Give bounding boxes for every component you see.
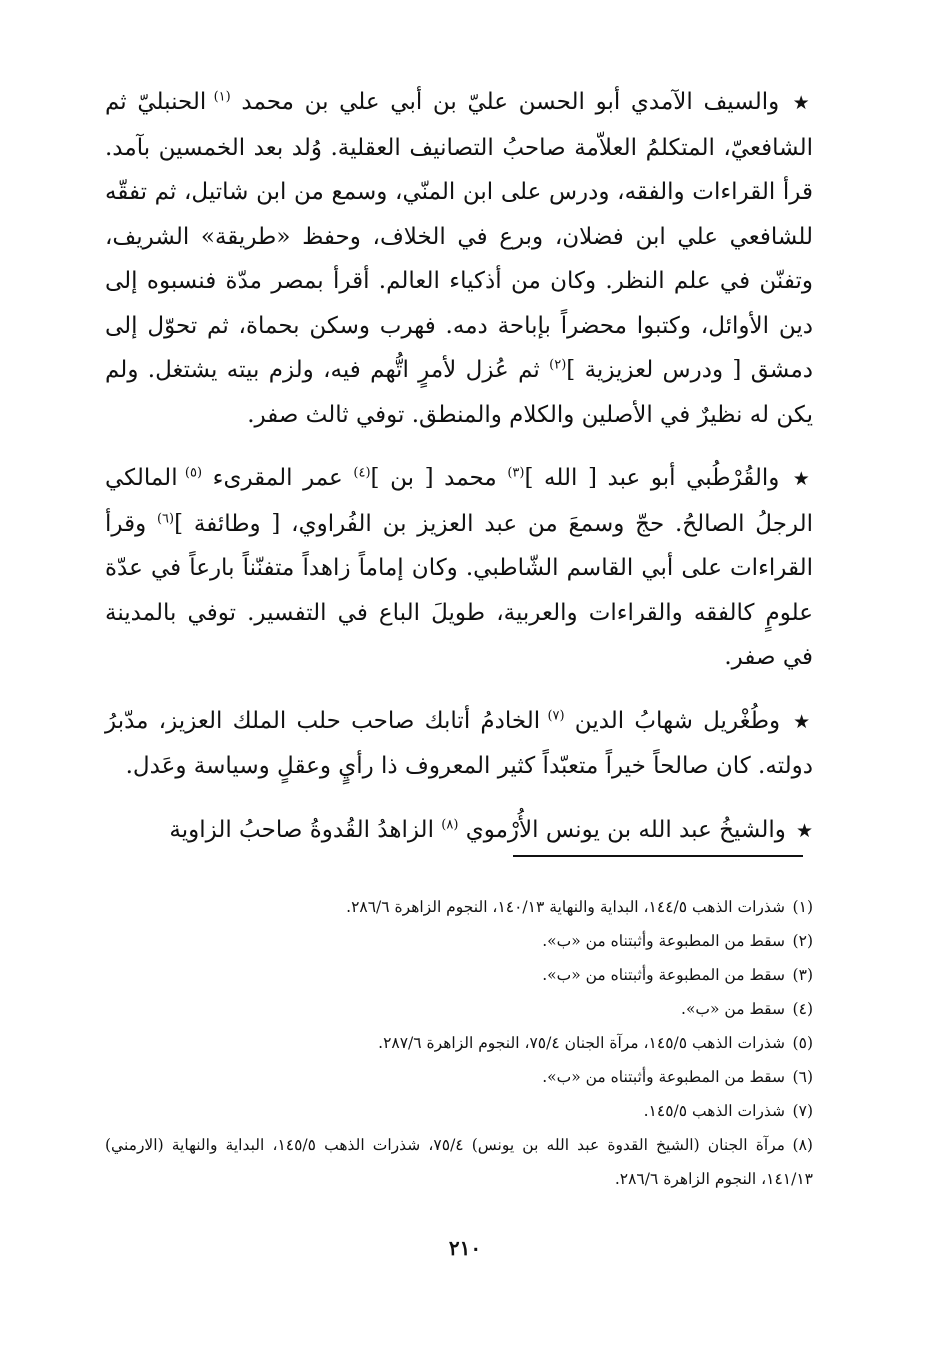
entry-paragraph — [105, 808, 813, 854]
footnote-text: سقط من المطبوعة وأثبتناه من «ب». — [542, 932, 785, 950]
footnote-ref: (٦) — [156, 510, 175, 526]
entry-text: الحنبليّ ثم الشافعيّ، المتكلمُ العلاّمة صاحبُ التصانيف العقلية. وُلد بعد الخمسين بآمد. قرأ القراءات والفقه، ودرس على ابن المنّي، وسمع من ابن شاتيل، ثم تفقّه للشافعي علي ابن فضلان، وبرع في الخلاف، وحفظ «طريقة» الشريف، وتفنّن في علم النظر. وكان من أذكياء العالم. أقرأ بمصر مدّة فنسبوه إلى دين الأوائل، وكتبوا محضراً بإباحة دمه. فهرب وسكن بحماة، ثم تحوّل إلى دمشق [ ودرس لعزيزية ] — [105, 89, 814, 383]
footnote-text: شذرات الذهب ١٤٥/٥. — [643, 1102, 785, 1120]
footnote-number: (١) — [792, 898, 813, 916]
entry-text: المالكي الرجلُ الصالحُ. حجّ وسمعَ من عبد العزيز بن الفُراوي، [ وطائفة ] — [105, 465, 813, 537]
entry-text: محمد [ بن ] — [370, 465, 508, 491]
entry-text: وطُغْريل شهابُ الدين — [564, 707, 781, 734]
entry-paragraph — [105, 80, 813, 437]
entry-text: والشيخُ عبد الله بن يونس الأُرْموي — [458, 816, 786, 843]
footnote-ref: (٧) — [547, 707, 565, 723]
footnote-text: شذرات الذهب ١٤٤/٥، البداية والنهاية ١٤٠/١٣، النجوم الزاهرة ٢٨٦/٦. — [346, 898, 785, 916]
entry-text: ثم عُزل لأمرٍ اتُّهم فيه، ولزم بيته يشتغل. ولم يكن له نظيرٌ في الأصلين والكلام والمنطق. توفي ثالث صفر. — [105, 357, 813, 428]
entry-text: وقرأ القراءات على أبي القاسم الشّاطبي. وكان إماماً زاهداً متفنّناً بارعاً في عدّة علومٍ كالفقه والقراءات والعربية، طويلَ الباع في التفسير. توفي بالمدينة في صفر. — [105, 510, 813, 670]
entry-paragraph — [105, 699, 813, 789]
footnote-number: (٣) — [792, 966, 813, 984]
footnote-ref: (٨) — [441, 816, 459, 832]
footnote-number: (٦) — [792, 1068, 813, 1086]
star-icon: ★ — [783, 92, 813, 114]
footnote — [105, 1060, 813, 1094]
footnote — [105, 924, 813, 958]
footnote-number: (٢) — [792, 932, 813, 950]
star-icon: ★ — [783, 468, 814, 490]
footnote-number: (٨) — [792, 1136, 813, 1154]
footnote-text: سقط من المطبوعة وأثبتناه من «ب». — [542, 966, 785, 984]
entry-text: الخادمُ أتابك صاحب حلب الملك العزيز، مدّبرُ دولته. كان صالحاً خيراً متعبّداً كثير المعروف ذا رأيٍ وعقلٍ وسياسة وعَدل. — [105, 707, 813, 779]
footnote-ref: (١) — [213, 89, 231, 105]
main-text — [105, 80, 813, 853]
footnotes — [105, 890, 813, 1196]
footnote-text: شذرات الذهب ١٤٥/٥، مرآة الجنان ٧٥/٤، النجوم الزاهرة ٢٨٧/٦. — [378, 1034, 785, 1052]
footnote-ref: (٥) — [184, 465, 203, 481]
footnote — [105, 1094, 813, 1128]
footnote-number: (٧) — [792, 1102, 813, 1120]
entry-text: والقُرْطُبي أبو عبد [ الله ] — [524, 465, 780, 491]
footnote — [105, 1128, 813, 1196]
footnote-text: مرآة الجنان (الشيخ القدوة عبد الله بن يونس) ٧٥/٤، شذرات الذهب ١٤٥/٥، البداية والنهاية (الارمني) ١٤١/١٣، النجوم الزاهرة ٢٨٦/٦. — [105, 1136, 813, 1188]
footnote-number: (٤) — [792, 1000, 813, 1018]
footnote-ref: (٢) — [549, 357, 567, 373]
entry-paragraph — [105, 456, 813, 680]
entry-text: الزاهدُ القُدوةُ صاحبُ الزاوية — [169, 816, 442, 843]
footnote — [105, 958, 813, 992]
footnote-ref: (٤) — [353, 465, 371, 481]
footnote — [105, 890, 813, 924]
footnote-text: سقط من المطبوعة وأثبتناه من «ب». — [542, 1068, 785, 1086]
footnote-number: (٥) — [792, 1034, 813, 1052]
page-number: ٢١٠ — [448, 1236, 482, 1260]
footnote — [105, 992, 813, 1026]
footnote-separator — [513, 855, 803, 857]
entry-text: عمر المقرىء — [202, 465, 354, 491]
star-icon: ★ — [784, 710, 813, 733]
star-icon: ★ — [789, 819, 813, 842]
footnote-text: سقط من «ب». — [681, 1000, 785, 1018]
entry-text: والسيف الآمدي أبو الحسن عليّ بن أبي علي بن محمد — [230, 89, 780, 115]
footnote — [105, 1026, 813, 1060]
footnote-ref: (٣) — [507, 465, 525, 481]
